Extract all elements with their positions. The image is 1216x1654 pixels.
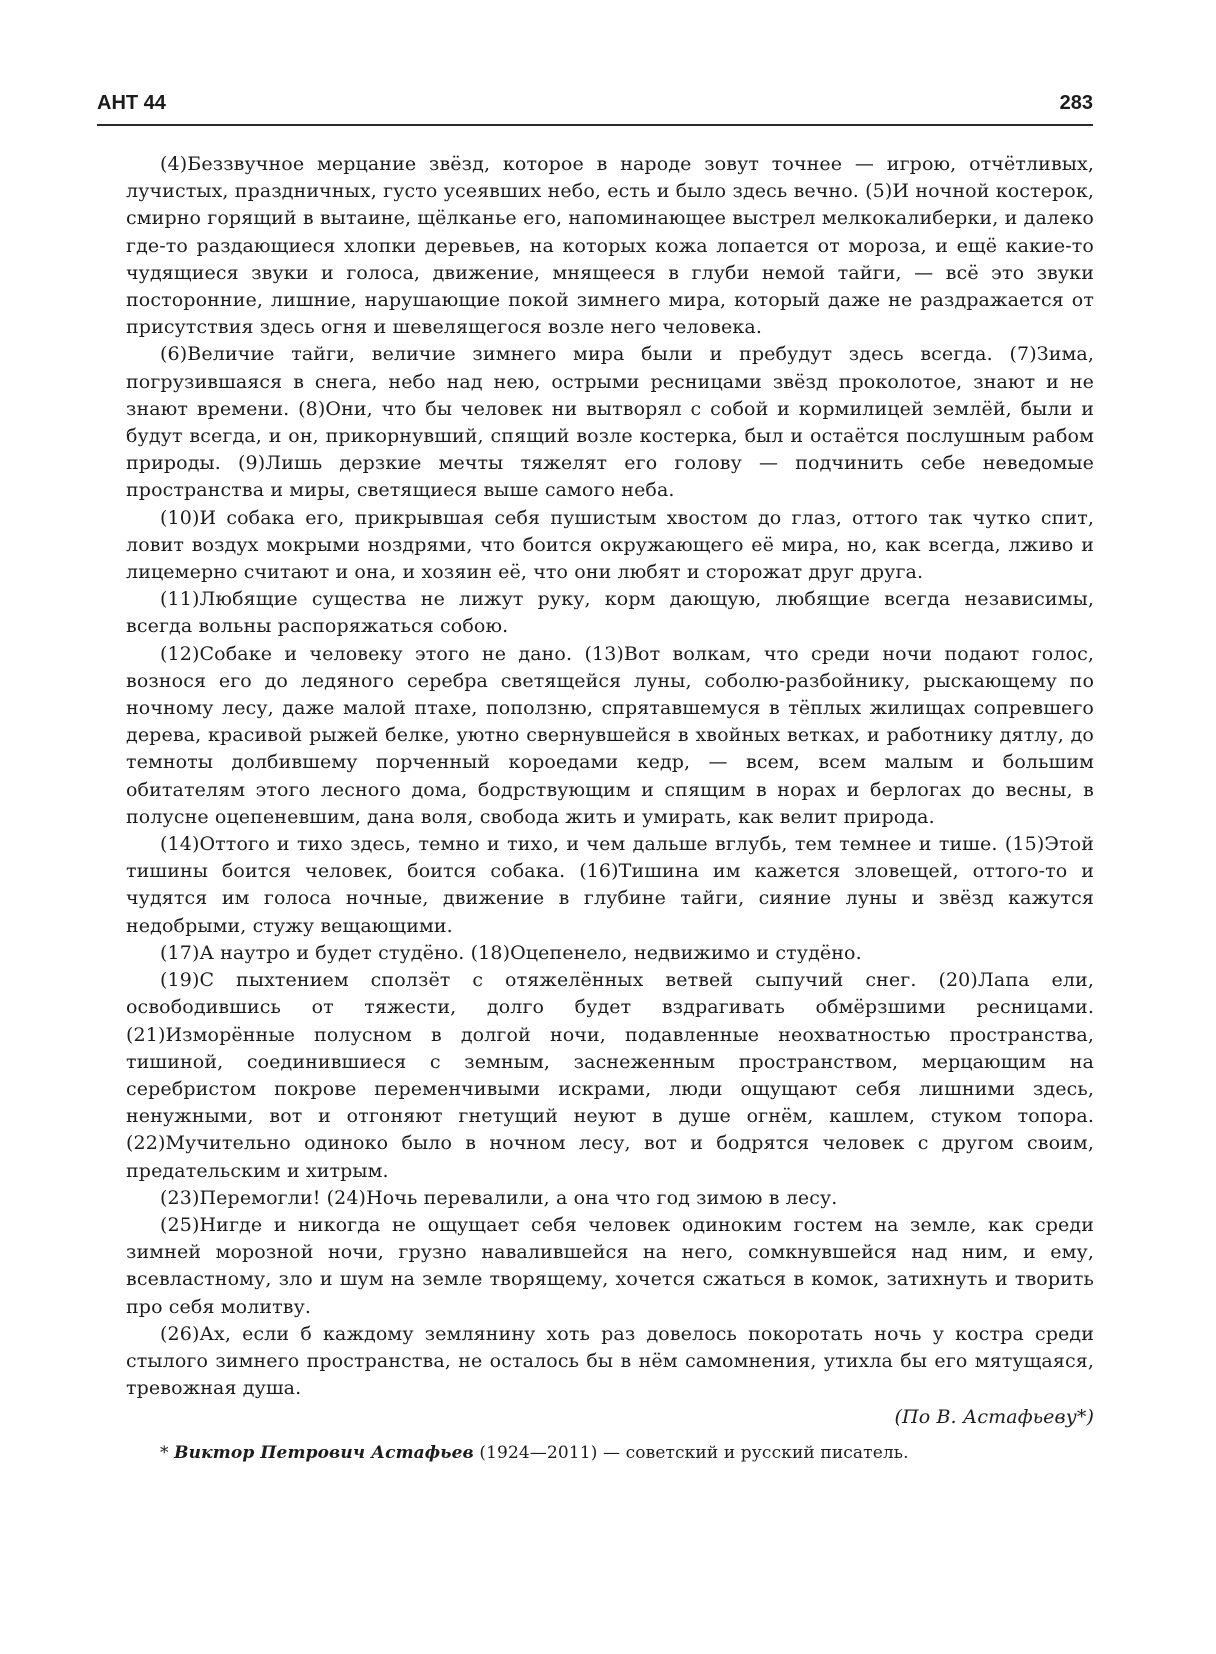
paragraph: (14)Оттого и тихо здесь, темно и тихо, и чем дальше вглубь, тем темнее и тише. (15)Этой тишины боится человек, боится собака. (16)Тишина им кажется зловещей, оттого-то и чудятся им голоса ночные, движение в глубине тайги, сияние луны и звёзд кажутся недобрыми, стужу вещающими. [126,833,1094,937]
paragraph: (4)Беззвучное мерцание звёзд, которое в народе зовут точнее — игрою, отчётливых, лучистых, праздничных, густо усеявших небо, есть и было здесь вечно. (5)И ночной костерок, смирно горящий в вытаине, щёлканье его, напоминающее выстрел мелкокалиберки, и далеко где-то раздающиеся хлопки деревьев, на которых кожа лопается от мороза, и ещё какие-то чудящиеся звуки и голоса, движение, мнящееся в глуби немой тайги, — всё это звуки посторонние, лишние, нарушающие покой зимнего мира, который даже не раздражается от присутствия здесь огня и шевелящегося возле него человека. [126,153,1094,339]
footnote [126,1440,1094,1466]
header-rule [97,124,1093,126]
page-header [97,88,1093,128]
attribution: (По В. Астафьеву*) [894,1406,1094,1429]
footnote-marker: * [160,1442,175,1463]
paragraph: (19)С пыхтением сползёт с отяжелённых ветвей сыпучий снег. (20)Лапа ели, освободившись от тяжести, долго будет вздрагивать обмёрзшими ресницами. (21)Измоpённые полусном в долгой ночи, подавленные неохватностью пространства, тишиной, соединившиеся с земным, заснеженным пространством, мерцающим на серебристом покрове переменчивыми искрами, люди ощущают себя лишними здесь, ненужными, вот и отгоняют гнетущий неуют в душе огнём, кашлем, стуком топора. (22)Мучительно одиноко было в ночном лесу, вот и бодрятся человек с другом своим, предательским и хитрым. [126,969,1094,1182]
paragraph: (10)И собака его, прикрывшая себя пушистым хвостом до глаз, оттого так чутко спит, ловит воздух мокрыми ноздрями, что боится окружающего её мира, но, как всегда, лживо и лицемерно считают и она, и хозяин её, что они любят и сторожат друг друга. [126,506,1094,584]
paragraph: (26)Ах, если б каждому землянину хоть раз довелось покоротать ночь у костра среди стылого зимнего пространства, не осталось бы в нём самомнения, утихла бы его мятущаяся, тревожная душа. [126,1322,1094,1400]
footnote-text: (1924—2011) — советский и русский писатель. [473,1442,909,1463]
paragraph: (25)Нигде и никогда не ощущает себя человек одиноким гостем на земле, как среди зимней морозной ночи, грузно навалившейся на него, сомкнувшейся над ним, и ему, всевластному, зло и шум на земле творящему, хочется сжаться в комок, затихнуть и творить про себя молитву. [126,1213,1094,1318]
paragraph: (12)Собаке и человеку этого не дано. (13)Вот волкам, что среди ночи подают голос, вознося его до ледяного серебра светящейся луны, соболю-разбойнику, рыскающему по ночному лесу, даже малой птахе, поползню, спрятавшемуся в тёплых жилищах сопревшего дерева, красивой рыжей белке, уютно свернувшейся в хвойных ветках, и работнику дятлу, до темноты долбившему порченный короедами кедр, — всем, всем малым и большим обитателям этого лесного дома, бодрствующим и спящим в норах и берлогах до весны, в полусне оцепеневшим, дана воля, свобода жить и умирать, как велит природа. [126,642,1094,828]
paragraph: (11)Любящие существа не лижут руку, корм дающую, любящие всегда независимы, всегда вольны распоряжаться собою. [126,588,1094,638]
paragraph: (6)Величие тайги, величие зимнего мира были и пребудут здесь всегда. (7)Зима, погрузившаяся в снега, небо над нею, острыми ресницами звёзд проколотое, знают и не знают времени. (8)Они, что бы человек ни вытворял с собой и кормилицей землёй, были и будут всегда, и он, прикорнувший, спящий возле костерка, был и остаётся послушным рабом природы. (9)Лишь дерзкие мечты тяжелят его голову — подчинить себе неведомые пространства и миры, светящиеся выше самого неба. [126,343,1094,502]
footnote-author-name: Виктор Петрович Астафьев [174,1442,474,1463]
paragraph: (17)А наутро и будет студёно. (18)Оцепенело, недвижимо и студёно. [160,941,862,964]
text-body [126,151,1094,1466]
paragraph: (23)Перемогли! (24)Ночь перевалили, а она что год зимою в лесу. [160,1186,838,1209]
running-header: АНТ 44 [97,92,166,114]
page-number: 283 [1059,92,1093,114]
